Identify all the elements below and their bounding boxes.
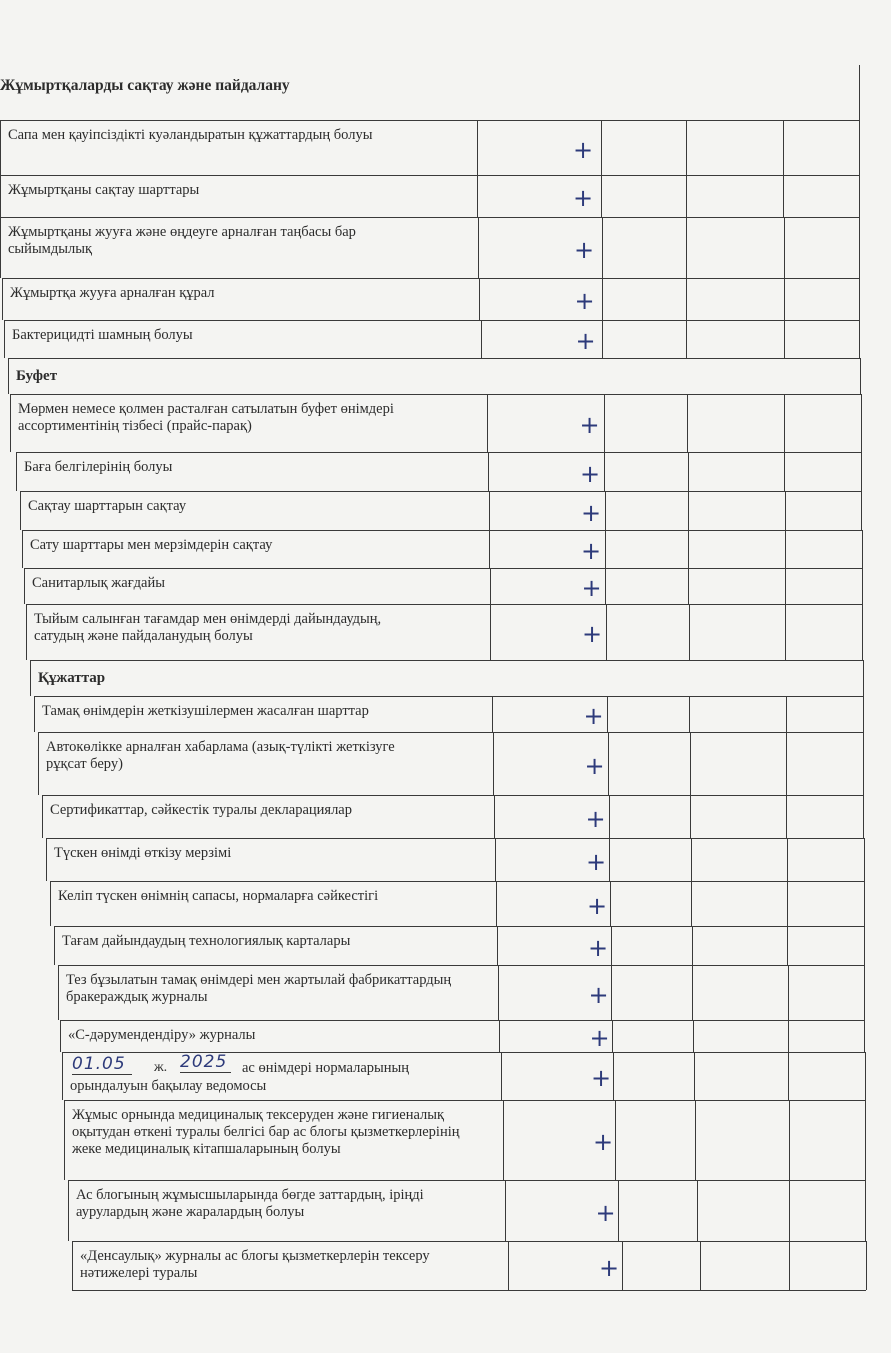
row-label: Жұмыртқаны сақтау шарттары <box>8 182 200 198</box>
row-border <box>8 358 860 359</box>
column-border <box>606 604 607 660</box>
checkmark-plus: + <box>574 235 595 264</box>
column-border <box>618 1180 619 1241</box>
row-label: Ас блогының жұмысшыларында бөгде заттардың, іріңді аурулардың және жаралардың болуы <box>76 1187 424 1220</box>
column-border <box>38 732 39 795</box>
row-label: Тез бұзылатын тамақ өнімдері мен жартылай фабрикаттардың бракераждық журналы <box>66 972 452 1005</box>
checkmark-plus: + <box>586 847 607 876</box>
column-border <box>0 217 1 278</box>
checkmark-plus: + <box>580 459 601 488</box>
checkmark-plus: + <box>588 933 609 962</box>
column-border <box>488 452 489 491</box>
column-border <box>788 1052 789 1100</box>
row-label: «С-дәрумендендіру» журналы <box>68 1027 256 1043</box>
column-border <box>692 926 693 965</box>
column-border <box>4 320 5 358</box>
column-border <box>688 491 689 530</box>
checkmark-plus: + <box>582 620 603 648</box>
checkmark-plus: + <box>584 751 605 780</box>
column-border <box>786 732 787 795</box>
column-border <box>612 1020 613 1052</box>
column-border <box>687 394 688 452</box>
column-border <box>866 1241 867 1290</box>
row-label: Сапа мен қауіпсіздікті куәландыратын құжаттардың болуы <box>8 127 373 143</box>
checkmark-plus: + <box>579 411 600 439</box>
column-border <box>605 491 606 530</box>
column-border <box>784 452 785 491</box>
column-border <box>789 1100 790 1180</box>
column-border <box>10 394 11 452</box>
column-border <box>24 568 25 604</box>
column-border <box>787 881 788 926</box>
ration-text: ас өнімдері нормаларының <box>242 1060 410 1076</box>
column-border <box>788 965 789 1020</box>
row-border <box>30 660 863 661</box>
checkmark-plus: + <box>573 184 594 212</box>
column-border <box>609 838 610 881</box>
column-border <box>497 926 498 965</box>
column-border <box>783 175 784 217</box>
column-border <box>785 530 786 568</box>
column-border <box>605 568 606 604</box>
column-border <box>487 394 488 452</box>
column-border <box>601 175 602 217</box>
row-border <box>46 838 864 839</box>
column-border <box>481 320 482 358</box>
column-border <box>0 120 1 175</box>
column-border <box>493 732 494 795</box>
column-border <box>686 217 687 278</box>
row-label: Сату шарттары мен мерзімдерін сақтау <box>30 537 273 553</box>
column-border <box>860 358 861 394</box>
column-border <box>789 1180 790 1241</box>
row-border <box>60 1020 864 1021</box>
column-border <box>490 604 491 660</box>
checkmark-plus: + <box>581 574 602 602</box>
column-border <box>865 1100 866 1180</box>
column-border <box>688 530 689 568</box>
column-border <box>609 795 610 838</box>
checkmark-plus: + <box>583 702 604 730</box>
section-heading-bufet: Буфет <box>16 368 58 384</box>
column-border <box>864 965 865 1020</box>
column-border <box>607 696 608 732</box>
checkmark-plus: + <box>575 327 596 355</box>
column-border <box>34 696 35 732</box>
column-border <box>477 120 478 175</box>
column-border <box>505 1180 506 1241</box>
column-border <box>608 732 609 795</box>
row-label: Автокөлікке арналған хабарлама (азық-түлікті жеткізуге рұқсат беру) <box>46 739 395 772</box>
column-border <box>503 1100 504 1180</box>
row-border <box>54 926 864 927</box>
column-border <box>784 217 785 278</box>
column-border <box>492 696 493 732</box>
column-border <box>479 278 480 320</box>
column-border <box>689 604 690 660</box>
column-border <box>602 320 603 358</box>
column-border <box>64 1100 65 1180</box>
checkmark-plus: + <box>588 980 609 1009</box>
column-border <box>686 175 687 217</box>
row-border <box>72 1241 866 1242</box>
column-border <box>501 1052 502 1100</box>
row-label: Бактерицидті шамның болуы <box>12 327 193 343</box>
column-border <box>785 604 786 660</box>
column-border <box>784 320 785 358</box>
column-border <box>864 838 865 881</box>
row-border <box>0 175 859 176</box>
column-border <box>785 568 786 604</box>
row-border <box>26 604 862 605</box>
column-border <box>861 452 862 491</box>
column-border <box>862 604 863 660</box>
column-border <box>498 965 499 1020</box>
row-border <box>0 120 859 121</box>
column-border <box>46 838 47 881</box>
column-border <box>605 530 606 568</box>
column-border <box>864 1020 865 1052</box>
column-border <box>26 604 27 660</box>
row-border <box>20 491 861 492</box>
row-border <box>42 795 863 796</box>
column-border <box>30 660 31 696</box>
column-border <box>686 278 687 320</box>
row-border <box>22 530 862 531</box>
row-border <box>72 1290 866 1291</box>
column-border <box>686 120 687 175</box>
column-border <box>611 926 612 965</box>
column-border <box>690 795 691 838</box>
row-label: «Денсаулық» журналы ас блогы қызметкерлерін тексеру нәтижелері туралы <box>80 1248 430 1281</box>
column-border <box>863 696 864 732</box>
column-border <box>610 881 611 926</box>
row-label: Тағам дайындаудың технологиялық карталары <box>62 933 351 949</box>
column-border <box>68 1180 69 1241</box>
column-border <box>8 358 9 394</box>
column-border <box>859 217 860 278</box>
column-border <box>489 491 490 530</box>
row-border <box>10 394 861 395</box>
column-border <box>788 1020 789 1052</box>
column-border <box>477 175 478 217</box>
row-border <box>4 320 859 321</box>
column-border <box>42 795 43 838</box>
column-border <box>691 881 692 926</box>
column-border <box>490 568 491 604</box>
column-border <box>786 795 787 838</box>
column-border <box>863 660 864 696</box>
column-border <box>695 1100 696 1180</box>
row-border <box>16 452 861 453</box>
checkmark-plus: + <box>589 1024 610 1052</box>
row-label: Жұмыс орнында медициналық тексеруден және гигиеналық оқытудан өткені туралы белгісі бар ас блогы қызметкерлерінің жеке медициналық кітапшаларының болуы <box>72 1107 460 1157</box>
column-border <box>50 881 51 926</box>
column-border <box>686 320 687 358</box>
column-border <box>861 394 862 452</box>
row-border <box>0 217 859 218</box>
column-border <box>601 120 602 175</box>
checkmark-plus: + <box>585 804 606 833</box>
column-border <box>693 1020 694 1052</box>
column-border <box>478 217 479 278</box>
row-border <box>38 732 863 733</box>
column-border <box>602 278 603 320</box>
column-border <box>2 278 3 320</box>
column-border <box>611 965 612 1020</box>
checkmark-plus: + <box>599 1253 620 1282</box>
column-border <box>622 1241 623 1290</box>
ration-text-line2: орындалуын бақылау ведомосы <box>70 1078 267 1094</box>
column-border <box>783 120 784 175</box>
row-label: Тыйым салынған тағамдар мен өнімдерді дайындаудың, сатудың және пайдаланудың болуы <box>34 611 382 644</box>
column-border <box>496 881 497 926</box>
column-border <box>60 1020 61 1052</box>
row-border <box>50 881 864 882</box>
column-border <box>859 65 860 120</box>
column-border <box>863 795 864 838</box>
column-border <box>22 530 23 568</box>
column-border <box>689 696 690 732</box>
checkmark-plus: + <box>581 498 602 527</box>
column-border <box>613 1052 614 1100</box>
column-border <box>865 1180 866 1241</box>
column-border <box>16 452 17 491</box>
checkmark-plus: + <box>574 287 595 315</box>
row-label: Сертификаттар, сәйкестік туралы декларациялар <box>50 802 352 818</box>
row-border <box>34 696 863 697</box>
column-border <box>54 926 55 965</box>
handwritten-year: 2025 <box>180 1052 231 1073</box>
column-border <box>700 1241 701 1290</box>
column-border <box>862 530 863 568</box>
column-border <box>864 881 865 926</box>
checkmark-plus: + <box>593 1128 614 1156</box>
column-border <box>865 1052 866 1100</box>
column-border <box>785 491 786 530</box>
column-border <box>691 838 692 881</box>
column-border <box>688 452 689 491</box>
row-label: Жұмыртқаны жууға және өңдеуге арналған таңбасы бар сыйымдылық <box>8 224 356 257</box>
column-border <box>495 838 496 881</box>
row-label: Сақтау шарттарын сақтау <box>28 498 187 514</box>
column-border <box>784 278 785 320</box>
checkmark-plus: + <box>573 135 594 164</box>
column-border <box>787 838 788 881</box>
handwritten-date: 01.05 <box>72 1054 132 1075</box>
column-border <box>859 175 860 217</box>
checkmark-plus: + <box>591 1064 612 1092</box>
row-border <box>58 965 864 966</box>
column-border <box>864 926 865 965</box>
column-border <box>784 394 785 452</box>
column-border <box>786 696 787 732</box>
row-border <box>68 1180 865 1181</box>
row-label: Санитарлық жағдайы <box>32 575 165 591</box>
row-label: Түскен өнімді өткізу мерзімі <box>54 845 232 861</box>
column-border <box>615 1100 616 1180</box>
column-border <box>489 530 490 568</box>
checkmark-plus: + <box>587 891 608 920</box>
column-border <box>692 965 693 1020</box>
row-border <box>2 278 859 279</box>
row-label: Келіп түскен өнімнің сапасы, нормаларға сәйкестігі <box>58 888 379 904</box>
section-heading-kuzhattar: Құжаттар <box>38 670 106 686</box>
year-prefix: ж. <box>154 1060 168 1075</box>
column-border <box>862 568 863 604</box>
column-border <box>604 452 605 491</box>
column-border <box>697 1180 698 1241</box>
column-border <box>861 491 862 530</box>
checkmark-plus: + <box>595 1198 616 1227</box>
column-border <box>694 1052 695 1100</box>
column-border <box>859 278 860 320</box>
row-label: Тамақ өнімдерін жеткізушілермен жасалған шарттар <box>42 703 369 719</box>
column-border <box>787 926 788 965</box>
column-border <box>494 795 495 838</box>
column-border <box>789 1241 790 1290</box>
row-border <box>24 568 862 569</box>
document-title: Жұмыртқаларды сақтау және пайдалану <box>0 77 290 94</box>
column-border <box>604 394 605 452</box>
column-border <box>863 732 864 795</box>
column-border <box>859 320 860 358</box>
row-label: Мөрмен немесе қолмен расталған сатылатын буфет өнімдері ассортиментінің тізбесі (прайс-парақ) <box>18 401 394 434</box>
column-border <box>20 491 21 530</box>
column-border <box>508 1241 509 1290</box>
column-border <box>859 120 860 175</box>
column-border <box>62 1052 63 1100</box>
column-border <box>499 1020 500 1052</box>
row-label: Баға белгілерінің болуы <box>24 459 173 475</box>
row-border <box>64 1100 865 1101</box>
column-border <box>0 175 1 217</box>
column-border <box>602 217 603 278</box>
column-border <box>688 568 689 604</box>
row-label: Жұмыртқа жууға арналған құрал <box>10 285 215 301</box>
checkmark-plus: + <box>581 537 602 565</box>
column-border <box>58 965 59 1020</box>
column-border <box>72 1241 73 1290</box>
column-border <box>690 732 691 795</box>
